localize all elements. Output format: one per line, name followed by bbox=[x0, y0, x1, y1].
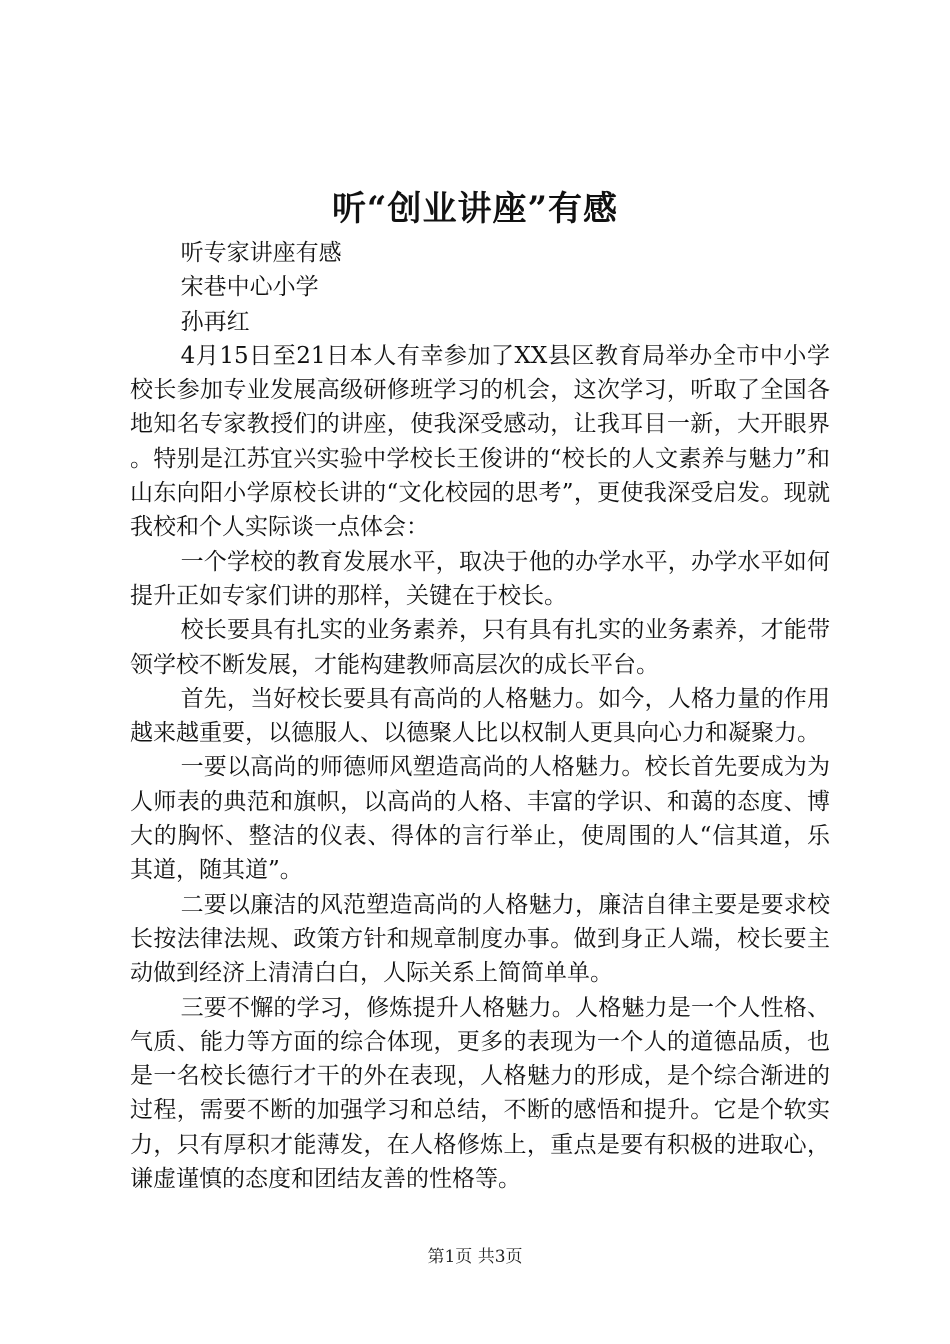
body-paragraph: 校长要具有扎实的业务素养，只有具有扎实的业务素养，才能带领学校不断发展，才能构建教师高层次的成长平台。 bbox=[130, 617, 830, 678]
subtitle-paragraph: 听专家讲座有感 bbox=[180, 240, 342, 266]
page-number-footer: 第1页 共3页 bbox=[427, 1247, 523, 1267]
body-paragraph: 三要不懈的学习，修炼提升人格魅力。人格魅力是一个人性格、气质、能力等方面的综合体现，更多的表现为一个人的道德品质，也是一名校长德行才干的外在表现，人格魅力的形成，是个综合渐进的过程，需要不断的加强学习和总结，不断的感悟和提升。它是个软实力，只有厚积才能薄发，在人格修炼上，重点是要有积极的进取心，谦虚谨慎的态度和团结友善的性格等。 bbox=[130, 994, 830, 1193]
body-paragraph: 二要以廉洁的风范塑造高尚的人格魅力，廉洁自律主要是要求校长按法律法规、政策方针和规章制度办事。做到身正人端，校长要主动做到经济上清清白白，人际关系上简简单单。 bbox=[130, 891, 830, 987]
document-title: 听“创业讲座”有感 bbox=[331, 189, 619, 229]
document-body bbox=[130, 236, 830, 1196]
body-paragraph: 4月15日至21日本人有幸参加了XX县区教育局举办全市中小学校长参加专业发展高级研修班学习的机会，这次学习，听取了全国各地知名专家教授们的讲座，使我深受感动，让我耳目一新，大开眼界。特别是江苏宜兴实验中学校长王俊讲的“校长的人文素养与魅力”和山东向阳小学原校长讲的“文化校园的思考”，更使我深受启发。现就我校和个人实际谈一点体会： bbox=[130, 342, 830, 541]
body-paragraph: 首先，当好校长要具有高尚的人格魅力。如今，人格力量的作用越来越重要，以德服人、以德聚人比以权制人更具向心力和凝聚力。 bbox=[130, 685, 830, 747]
body-paragraph: 一个学校的教育发展水平，取决于他的办学水平，办学水平如何提升正如专家们讲的那样，关键在于校长。 bbox=[130, 548, 830, 609]
school-name-paragraph: 宋巷中心小学 bbox=[180, 274, 319, 301]
author-paragraph: 孙再红 bbox=[180, 308, 250, 335]
body-paragraph: 一要以高尚的师德师风塑造高尚的人格魅力。校长首先要成为为人师表的典范和旗帜，以高尚的人格、丰富的学识、和蔼的态度、博大的胸怀、整洁的仪表、得体的言行举止，使周围的人“信其道，乐其道，随其道”。 bbox=[130, 754, 830, 884]
